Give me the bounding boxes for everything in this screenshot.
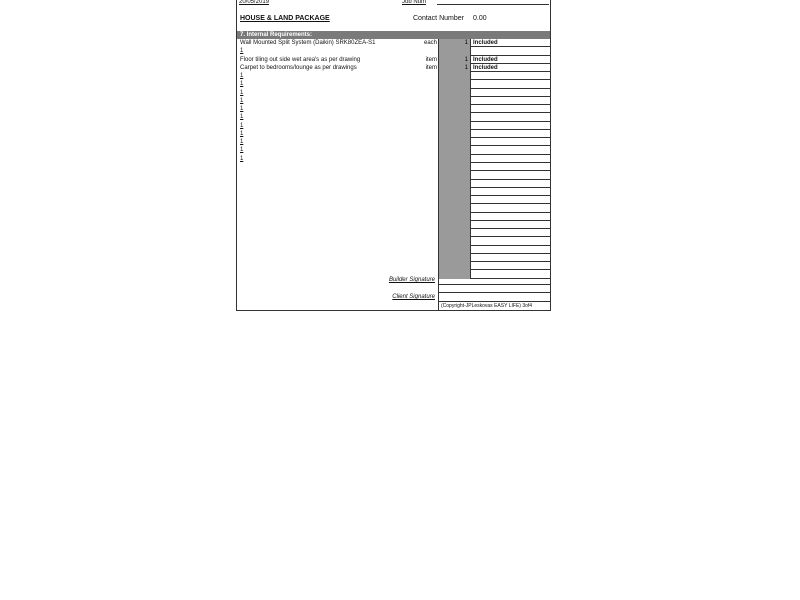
item-description: 1 (240, 155, 244, 162)
table-row (237, 196, 550, 204)
item-status (471, 105, 550, 113)
item-quantity: 1 (438, 64, 471, 72)
empty-quantity-cell (438, 237, 471, 245)
empty-quantity-cell (438, 188, 471, 196)
item-status (471, 72, 550, 80)
table-row (237, 246, 550, 254)
document-sheet (236, 0, 551, 311)
item-status (471, 155, 550, 163)
item-status (471, 47, 550, 55)
empty-quantity-cell (438, 246, 471, 254)
item-unit: each (423, 40, 437, 46)
contact-number-label: Contact Number (413, 15, 464, 22)
item-quantity (438, 47, 471, 55)
item-quantity (438, 97, 471, 105)
copyright-footer: (Copyright-JPLeskovas EASY LIFE) 3of4 (438, 302, 550, 310)
job-number-label: Job Num (402, 0, 427, 5)
table-row (237, 262, 550, 270)
section-heading: 7. Internal Requirements: (237, 31, 550, 39)
table-row (237, 56, 550, 64)
table-row (237, 72, 550, 80)
package-title: HOUSE & LAND PACKAGE (240, 15, 330, 22)
table-row (237, 64, 550, 72)
item-quantity (438, 89, 471, 97)
item-quantity (438, 130, 471, 138)
item-description: 1 (240, 147, 244, 154)
table-row (237, 188, 550, 196)
empty-quantity-cell (438, 229, 471, 237)
item-quantity (438, 122, 471, 130)
empty-status-cell (471, 204, 550, 212)
builder-signature-box[interactable] (438, 276, 550, 285)
client-signature-label: Client Signature (392, 294, 435, 300)
item-status (471, 89, 550, 97)
table-row (237, 180, 550, 188)
item-status: Included (471, 56, 550, 64)
item-quantity (438, 105, 471, 113)
empty-quantity-cell (438, 163, 471, 171)
item-status (471, 97, 550, 105)
empty-status-cell (471, 180, 550, 188)
item-unit: item (425, 56, 437, 63)
item-status: Included (471, 39, 550, 47)
empty-quantity-cell (438, 213, 471, 221)
empty-quantity-cell (438, 262, 471, 270)
builder-signature-row (237, 276, 550, 285)
item-status (471, 130, 550, 138)
empty-status-cell (471, 163, 550, 171)
item-status (471, 113, 550, 121)
spacer-row (237, 285, 550, 294)
table-row (237, 138, 550, 146)
item-description: Wall Mounted Split System (Daikin) SRK80ZEA-S1 (240, 40, 376, 46)
table-row (237, 155, 550, 163)
item-quantity (438, 146, 471, 154)
job-number-box (437, 0, 549, 5)
signature-area (237, 276, 550, 302)
table-row (237, 171, 550, 179)
table-row (237, 97, 550, 105)
empty-quantity-cell (438, 180, 471, 188)
table-row (237, 39, 550, 47)
empty-status-cell (471, 171, 550, 179)
item-description: 1 (240, 48, 244, 55)
item-status (471, 80, 550, 88)
empty-status-cell (471, 221, 550, 229)
item-quantity (438, 155, 471, 163)
item-status (471, 122, 550, 130)
table-row (237, 130, 550, 138)
item-quantity (438, 113, 471, 121)
empty-status-cell (471, 188, 550, 196)
item-description: 1 (240, 139, 244, 146)
empty-status-cell (471, 254, 550, 262)
item-status (471, 138, 550, 146)
empty-status-cell (471, 246, 550, 254)
document-date: 20/05/2019 (239, 0, 270, 5)
items-table (237, 39, 550, 279)
item-description: 1 (240, 122, 244, 129)
table-row (237, 122, 550, 130)
table-row (237, 254, 550, 262)
empty-quantity-cell (438, 254, 471, 262)
empty-status-cell (471, 229, 550, 237)
empty-quantity-cell (438, 196, 471, 204)
item-description: 1 (240, 114, 244, 121)
item-description: Carpet to bedrooms/lounge as per drawings (240, 64, 357, 71)
table-row (237, 47, 550, 55)
empty-status-cell (471, 237, 550, 245)
item-description: Floor tiling out side wet area's as per drawing (240, 56, 361, 63)
item-description: 1 (240, 130, 244, 137)
item-quantity (438, 138, 471, 146)
item-quantity (438, 72, 471, 80)
item-unit: item (425, 64, 437, 71)
contact-number-value: 0.00 (473, 15, 487, 22)
item-quantity: 1 (438, 56, 471, 64)
table-row (237, 80, 550, 88)
item-description: 1 (240, 106, 244, 113)
table-row (237, 221, 550, 229)
empty-status-cell (471, 196, 550, 204)
client-signature-row (237, 293, 550, 302)
item-description: 1 (240, 97, 244, 104)
item-description: 1 (240, 73, 244, 80)
table-row (237, 204, 550, 212)
empty-quantity-cell (438, 171, 471, 179)
empty-status-cell (471, 213, 550, 221)
builder-signature-label: Builder Signature (388, 277, 435, 283)
item-quantity: 1 (438, 39, 471, 47)
table-row (237, 113, 550, 121)
client-signature-box[interactable] (438, 293, 550, 302)
item-description: 1 (240, 81, 244, 88)
table-row (237, 105, 550, 113)
table-row (237, 213, 550, 221)
table-row (237, 163, 550, 171)
item-description: 1 (240, 89, 244, 96)
item-status (471, 146, 550, 154)
table-row (237, 237, 550, 245)
table-row (237, 89, 550, 97)
spacer-box (438, 285, 550, 294)
empty-quantity-cell (438, 221, 471, 229)
empty-status-cell (471, 262, 550, 270)
top-strip (237, 0, 550, 8)
table-row (237, 229, 550, 237)
table-row (237, 146, 550, 154)
item-quantity (438, 80, 471, 88)
item-status: Included (471, 64, 550, 72)
empty-quantity-cell (438, 204, 471, 212)
